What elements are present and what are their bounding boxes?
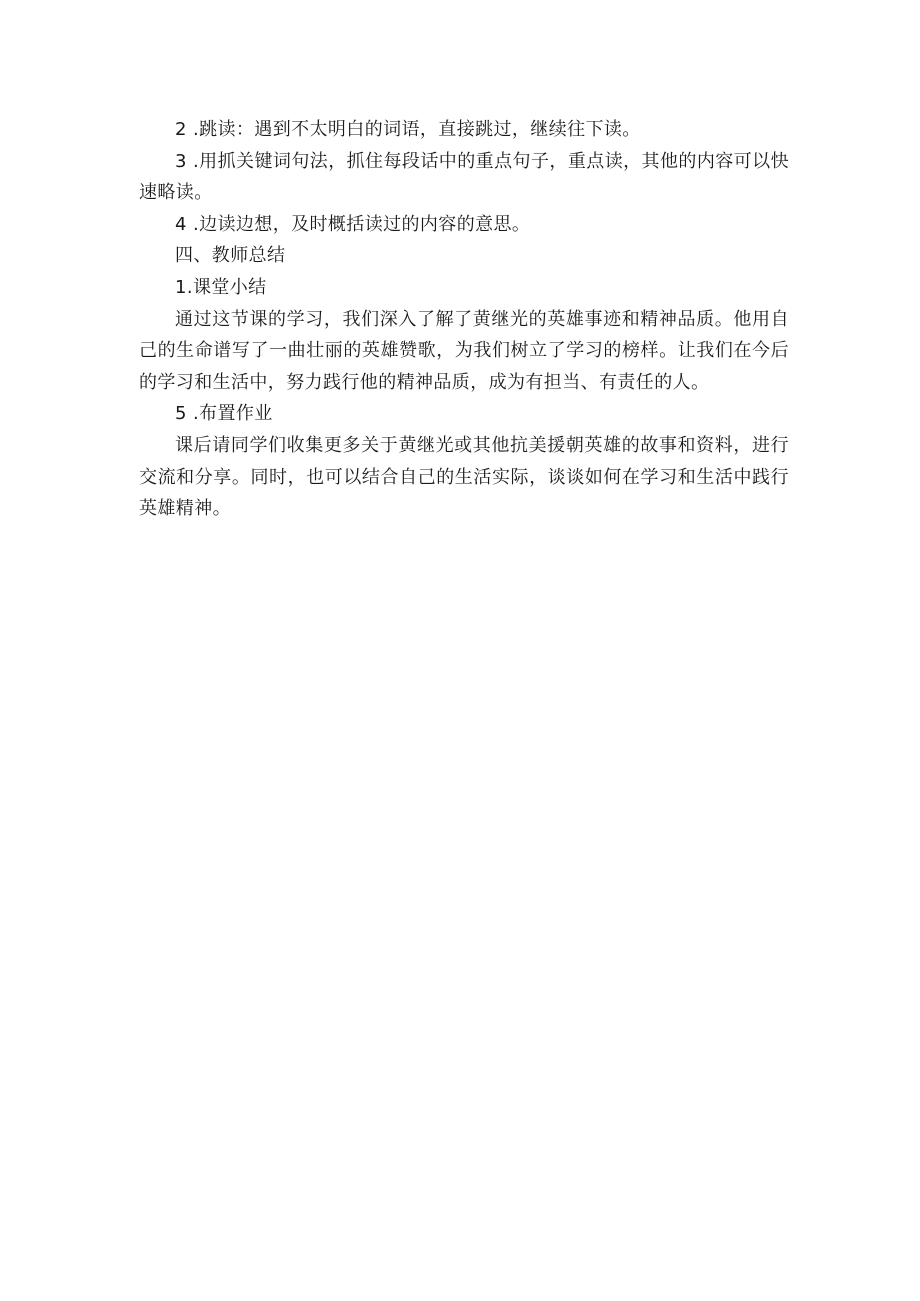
subheading-class-summary: 1.课堂小结	[175, 276, 267, 298]
section-heading-teacher-summary: 四、教师总结	[175, 245, 286, 267]
subheading-homework: 5 .布置作业	[175, 403, 273, 425]
step-4-read-and-think: 4 .边读边想，及时概括读过的内容的意思。	[175, 213, 531, 235]
step-3-keyword-reading: 3 .用抓关键词句法，抓住每段话中的重点句子，重点读，其他的内容可以快速略读。	[139, 150, 789, 204]
step-2-skim-reading: 2 .跳读：遇到不太明白的词语，直接跳过，继续往下读。	[175, 119, 641, 140]
homework-paragraph: 课后请同学们收集更多关于黄继光或其他抗美援朝英雄的故事和资料，进行交流和分享。同时，也可以结合自己的生活实际，谈谈如何在学习和生活中践行英雄精神。	[139, 434, 789, 520]
class-summary-paragraph: 通过这节课的学习，我们深入了解了黄继光的英雄事迹和精神品质。他用自己的生命谱写了一曲壮丽的英雄赞歌，为我们树立了学习的榜样。让我们在今后的学习和生活中，努力践行他的精神品质，成为有担当、有责任的人。	[139, 308, 789, 393]
document-body	[139, 114, 789, 525]
